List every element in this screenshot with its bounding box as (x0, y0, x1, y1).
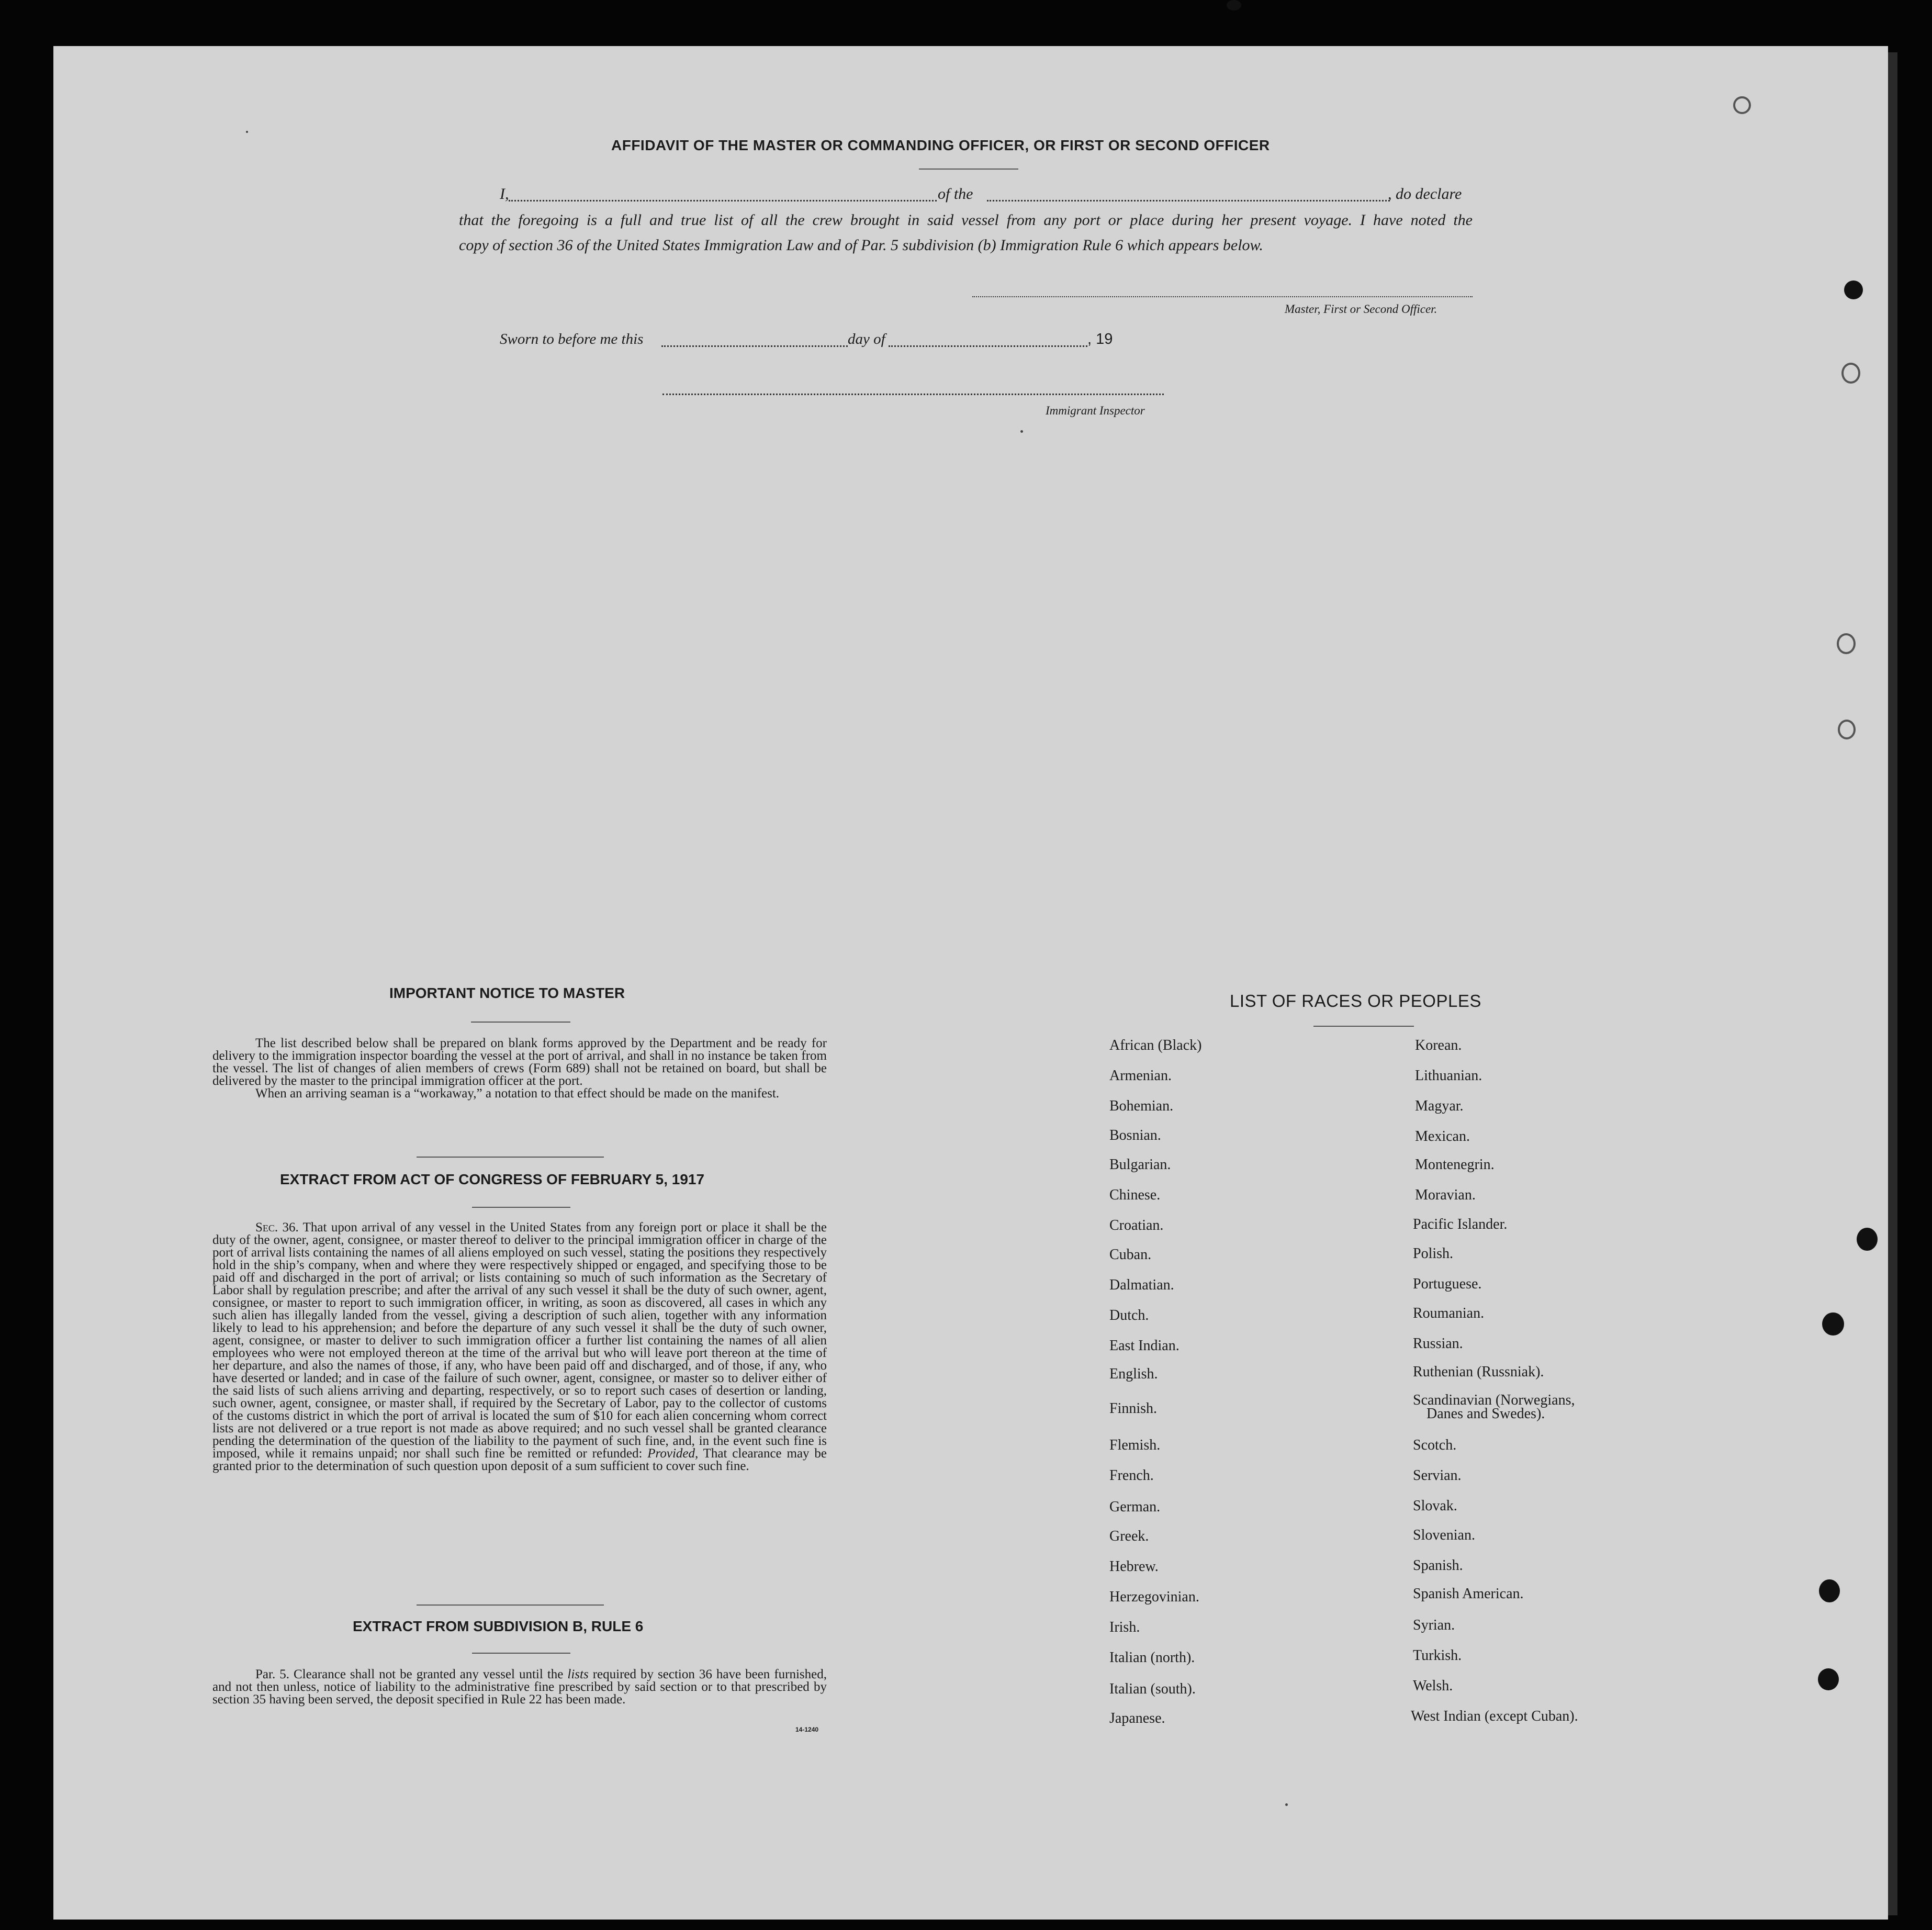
binder-hole (1837, 633, 1856, 654)
binder-hole (1838, 720, 1856, 739)
signature-line[interactable] (972, 296, 1473, 297)
affidavit-of-the-label: of the (938, 185, 973, 203)
race-item: Ruthenian (Russniak). (1413, 1364, 1544, 1380)
race-item: Irish. (1109, 1619, 1140, 1635)
speck (1285, 1803, 1288, 1806)
race-item: English. (1109, 1366, 1158, 1382)
race-item: German. (1109, 1499, 1161, 1515)
extract1-body (212, 1221, 827, 1473)
rule-6-body-a: Par. 5. Clearance shall not be granted any vessel until the (255, 1667, 568, 1681)
race-item: East Indian. (1109, 1338, 1180, 1354)
notice-paragraph-2: When an arriving seaman is a “workaway,” a notation to that effect should be made on the manifest. (255, 1086, 780, 1101)
race-item: Finnish. (1109, 1400, 1158, 1417)
race-item: Welsh. (1413, 1678, 1453, 1694)
binder-hole (1822, 1312, 1844, 1336)
section-36-body-b: That clearance may be granted prior to the determination of such question upon deposit of a sum sufficient to cover such fine. (212, 1446, 827, 1473)
race-item: Flemish. (1109, 1437, 1161, 1453)
race-item: Magyar. (1415, 1098, 1464, 1114)
notice-paragraph-1: The list described below shall be prepared on blank forms approved by the Department and be ready for delivery to the immigration inspector boarding the vessel at the port of arrival, and shall in no instance be taken from the vessel. The list of changes of alien members of crews (Form 689) shall not be retained on board, but shall be delivered by the master to the principal immigration officer at the port. (212, 1036, 827, 1088)
top-edge-hole (1227, 0, 1241, 10)
section-36-label: Sec. 36. (255, 1220, 299, 1235)
race-item: Scotch. (1413, 1437, 1457, 1453)
affidavit-title-rule (919, 169, 1018, 170)
race-item: Bosnian. (1109, 1127, 1161, 1143)
race-item: Cuban. (1109, 1247, 1152, 1263)
race-item: Chinese. (1109, 1187, 1161, 1203)
form-number: 14-1240 (795, 1726, 819, 1733)
race-item: Mexican. (1415, 1128, 1470, 1144)
extract2-title: EXTRACT FROM SUBDIVISION B, RULE 6 (353, 1618, 644, 1634)
section-36-text (212, 1221, 827, 1473)
race-item: Portuguese. (1413, 1276, 1482, 1292)
race-item: African (Black) (1109, 1037, 1202, 1053)
race-item: Slovenian. (1413, 1527, 1475, 1543)
race-item: West Indian (except Cuban). (1411, 1708, 1578, 1724)
race-item: Bulgarian. (1109, 1157, 1171, 1173)
rule-6-text (212, 1668, 827, 1706)
section-36-body-a: That upon arrival of any vessel in the United States from any foreign port or place it shall be the duty of the owner, agent, consignee, or master thereof to deliver to the principal immigration officer in charge of the port of arrival lists containing the names of all aliens employed on such vessel, stating the positions they respectively hold in the ship’s company, when and where they were respectively shipped or engaged, and specifying those to be paid off and discharged in the port of arrival; or lists containing so much of such information as the Secretary of Labor shall by regulation prescribe; and after the arrival of any such vessel it shall be the duty of such owner, agent, consignee, or master to report to such immigration officer, in writing, as soon as discovered, all cases in which any such alien has illegally landed from the vessel, giving a description of such alien, together with any information likely to lead to his apprehension; and before the departure of any such vessel it shall be the duty of such owner, agent, consignee, or master to deliver to such immigration officer a further list containing the names of all alien employees who were not employed thereon at the time of the arrival but who will leave port thereon at the time of her departure, and also the names of those, if any, who have been paid off and discharged, and of those, if any, who have deserted or landed; and in case of the failure of such owner, agent, consignee, or master so to deliver either of the said lists of such aliens arriving and departing, respectively, or so to report such cases of desertion or landing, such owner, agent, consignee, or master shall, if required by the Secretary of Labor, pay to the collector of customs of the customs district in which the port of arrival is located the sum of $10 for each alien concerning whom correct lists are not delivered or a true report is not made as above required; and no such vessel shall be granted clearance pending the determination of the question of the liability to the payment of such fine, and, in the event such fine is imposed, while it remains unpaid; nor shall such fine be remitted or refunded: (212, 1220, 827, 1461)
rule-6-body-b: required by section 36 have been furnished, and not then unless, notice of liability to the administrative fine prescribed by said section or to that prescribed by section 35 having been served, the deposit specified in Rule 22 has been made. (212, 1667, 827, 1707)
race-item: Roumanian. (1413, 1305, 1485, 1321)
races-title-rule (1313, 1026, 1414, 1027)
notice-body (212, 1037, 827, 1100)
extract1-divider (417, 1604, 604, 1606)
races-title: LIST OF RACES OR PEOPLES (1230, 991, 1481, 1011)
inspector-signature-line[interactable] (662, 394, 1164, 395)
race-item: Spanish American. (1413, 1586, 1524, 1602)
race-item: Russian. (1413, 1336, 1463, 1352)
year-label: , 19 (1087, 331, 1113, 347)
binder-hole (1818, 1668, 1839, 1690)
race-item: Armenian. (1109, 1068, 1172, 1084)
race-item: Italian (south). (1109, 1681, 1196, 1697)
vessel-blank[interactable] (987, 200, 1390, 201)
section-36-provided: Provided, (647, 1446, 699, 1461)
signature-label: Master, First or Second Officer. (1285, 302, 1437, 316)
race-item: Syrian. (1413, 1617, 1455, 1633)
sworn-month-blank[interactable] (889, 345, 1087, 347)
race-item: Hebrew. (1109, 1558, 1159, 1575)
notice-title: IMPORTANT NOTICE TO MASTER (389, 985, 625, 1001)
notice-title-rule (471, 1022, 570, 1023)
rule-6-lists: lists (567, 1667, 589, 1681)
affidavit-title: AFFIDAVIT OF THE MASTER OR COMMANDING OFFICER, OR FIRST OR SECOND OFFICER (611, 137, 1270, 153)
binder-hole (1819, 1579, 1840, 1602)
extract1-title: EXTRACT FROM ACT OF CONGRESS OF FEBRUARY 5, 1917 (280, 1171, 705, 1187)
affidavit-i-label: I, (500, 185, 509, 203)
race-item: French. (1109, 1467, 1154, 1484)
speck (1020, 430, 1023, 433)
name-blank[interactable] (509, 200, 937, 201)
race-item: Croatian. (1109, 1217, 1164, 1233)
race-item: Montenegrin. (1415, 1157, 1495, 1173)
inspector-label: Immigrant Inspector (1046, 404, 1145, 417)
race-item: Japanese. (1109, 1710, 1165, 1726)
extract2-body (212, 1668, 827, 1706)
race-item: Slovak. (1413, 1498, 1457, 1514)
binder-hole (1857, 1228, 1878, 1251)
race-item: Pacific Islander. (1413, 1216, 1508, 1232)
affidavit-line-3: copy of section 36 of the United States Immigration Law and of Par. 5 subdivision (b) Immigration Rule 6 which appears below. (459, 237, 1263, 254)
form-sheet (53, 46, 1888, 1920)
race-item: Korean. (1415, 1037, 1462, 1053)
race-item: Dalmatian. (1109, 1277, 1174, 1293)
binder-hole (1844, 280, 1863, 299)
race-item: Turkish. (1413, 1647, 1462, 1664)
race-item: Dutch. (1109, 1307, 1149, 1323)
race-item: Greek. (1109, 1528, 1149, 1544)
extract1-title-rule (472, 1207, 570, 1208)
notice-divider (417, 1157, 604, 1158)
sworn-day-blank[interactable] (661, 345, 848, 347)
affidavit-line-2: that the foregoing is a full and true list of all the crew brought in said vessel from any port or place during her present voyage. I have noted the (459, 211, 1473, 229)
race-item: Herzegovinian. (1109, 1589, 1199, 1605)
corner-mark (1733, 96, 1751, 114)
extract2-title-rule (472, 1653, 570, 1654)
affidavit-do-declare: , do declare (1388, 185, 1462, 203)
race-item: Servian. (1413, 1467, 1462, 1484)
race-item: Moravian. (1415, 1187, 1476, 1203)
sworn-label: Sworn to before me this (500, 331, 644, 347)
race-item: Lithuanian. (1415, 1068, 1482, 1084)
race-item: Danes and Swedes). (1426, 1406, 1545, 1422)
race-item: Polish. (1413, 1245, 1454, 1262)
race-item: Scandinavian (Norwegians, (1413, 1392, 1575, 1408)
page-edge (1888, 52, 1897, 1915)
race-item: Italian (north). (1109, 1650, 1195, 1666)
day-of-label: day of (848, 331, 885, 347)
speck (246, 131, 248, 133)
binder-hole (1841, 363, 1860, 384)
race-item: Spanish. (1413, 1557, 1463, 1574)
race-item: Bohemian. (1109, 1098, 1174, 1114)
